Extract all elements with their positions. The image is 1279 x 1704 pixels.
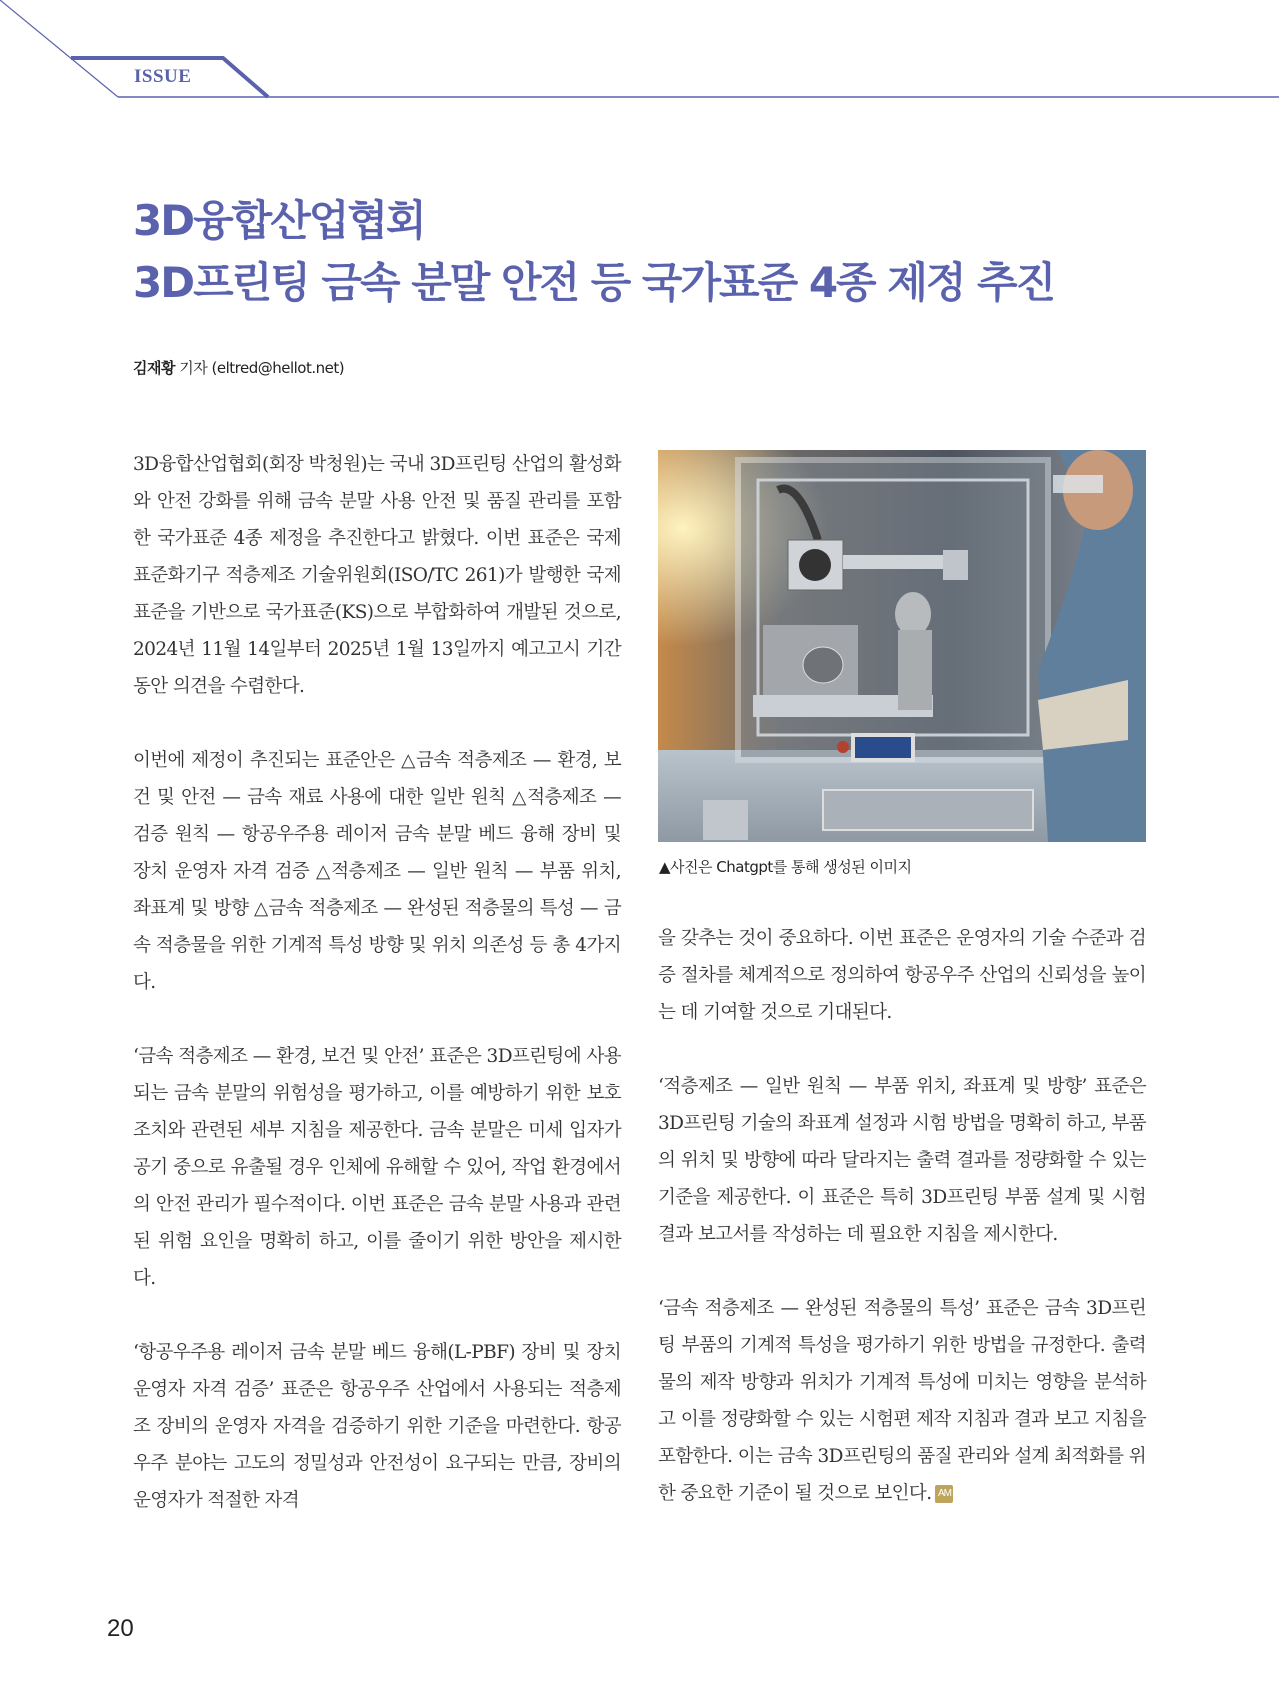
paragraph-text: ‘금속 적층제조 — 완성된 적층물의 특성’ 표준은 금속 3D프린팅 부품의 기계적 특성을 평가하기 위한 방법을 규정한다. 출력물의 제작 방향과 위치가 기계적 특성에 미치는 영향을 분석하고 이를 정량화할 수 있는 시험편 제작 지침과 결과 보고 지침을 포함한다. 이는 금속 3D프린팅의 품질 관리와 설계 최적화를 위한 중요한 기준이 될 것으로 보인다. <box>658 1298 1146 1504</box>
paragraph: ‘금속 적층제조 — 환경, 보건 및 안전’ 표준은 3D프린팅에 사용되는 금속 분말의 위험성을 평가하고, 이를 예방하기 위한 보호 조치와 관련된 세부 지침을 제공한다. 금속 분말은 미세 입자가 공기 중으로 유출될 경우 인체에 유해할 수 있어, 작업 환경에서의 안전 관리가 필수적이다. 이번 표준은 금속 분말 사용과 관련된 위험 요인을 명확히 하고, 이를 줄이기 위한 방안을 제시한다. <box>133 1046 621 1289</box>
paragraph-last <box>658 1290 1146 1512</box>
left-column <box>133 446 621 1556</box>
right-column <box>658 920 1146 1549</box>
article-title <box>133 190 1054 314</box>
title-line-1: 3D융합산업협회 <box>133 196 425 245</box>
title-line-2: 3D프린팅 금속 분말 안전 등 국가표준 4종 제정 추진 <box>133 258 1055 307</box>
page-number: 20 <box>107 1615 134 1642</box>
paragraph: 3D융합산업협회(회장 박청원)는 국내 3D프린팅 산업의 활성화와 안전 강화를 위해 금속 분말 사용 안전 및 품질 관리를 포함한 국가표준 4종 제정을 추진한다고 밝혔다. 이번 표준은 국제표준화기구 적층제조 기술위원회(ISO/TC 261)가 발행한 국제표준을 기반으로 국가표준(KS)으로 부합화하여 개발된 것으로, 2024년 11월 14일부터 2025년 1월 13일까지 예고고시 기간 동안 의견을 수렴한다. <box>133 454 621 697</box>
section-label: ISSUE <box>134 66 192 87</box>
byline <box>133 357 344 378</box>
photo-caption: ▲사진은 Chatgpt를 통해 생성된 이미지 <box>659 858 912 876</box>
paragraph: ‘적층제조 — 일반 원칙 — 부품 위치, 좌표계 및 방향’ 표준은 3D프린팅 기술의 좌표계 설정과 시험 방법을 명확히 하고, 부품의 위치 및 방향에 따라 달라지는 출력 결과를 정량화할 수 있는 기준을 제공한다. 이 표준은 특히 3D프린팅 부품 설계 및 시험 결과 보고서를 작성하는 데 필요한 지침을 제시한다. <box>658 1076 1146 1245</box>
paragraph: 이번에 제정이 추진되는 표준안은 △금속 적층제조 — 환경, 보건 및 안전 — 금속 재료 사용에 대한 일반 원칙 △적층제조 — 검증 원칙 — 항공우주용 레이저 금속 분말 베드 융해 장비 및 장치 운영자 자격 검증 △적층제조 — 일반 원칙 — 부품 위치, 좌표계 및 방향 △금속 적층제조 — 완성된 적층물의 특성 — 금속 적층물을 위한 기계적 특성 방향 및 위치 의존성 등 총 4가지다. <box>133 750 621 993</box>
paragraph: ‘항공우주용 레이저 금속 분말 베드 융해(L-PBF) 장비 및 장치 운영자 자격 검증’ 표준은 항공우주 산업에서 사용되는 적층제조 장비의 운영자 자격을 검증하기 위한 기준을 마련한다. 항공우주 분야는 고도의 정밀성과 안전성이 요구되는 만큼, 장비의 운영자가 적절한 자격 <box>133 1342 621 1511</box>
article-photo-3d-printer <box>658 450 1146 842</box>
photo-illustration <box>658 450 1146 842</box>
section-header-graphic <box>0 0 1279 100</box>
am-end-mark-icon: AM <box>935 1485 953 1503</box>
author-name: 김재황 <box>133 359 175 377</box>
paragraph: 을 갖추는 것이 중요하다. 이번 표준은 운영자의 기술 수준과 검증 절차를 체계적으로 정의하여 항공우주 산업의 신뢰성을 높이는 데 기여할 것으로 기대된다. <box>658 928 1146 1023</box>
author-contact: 기자 (eltred@hellot.net) <box>174 359 345 377</box>
